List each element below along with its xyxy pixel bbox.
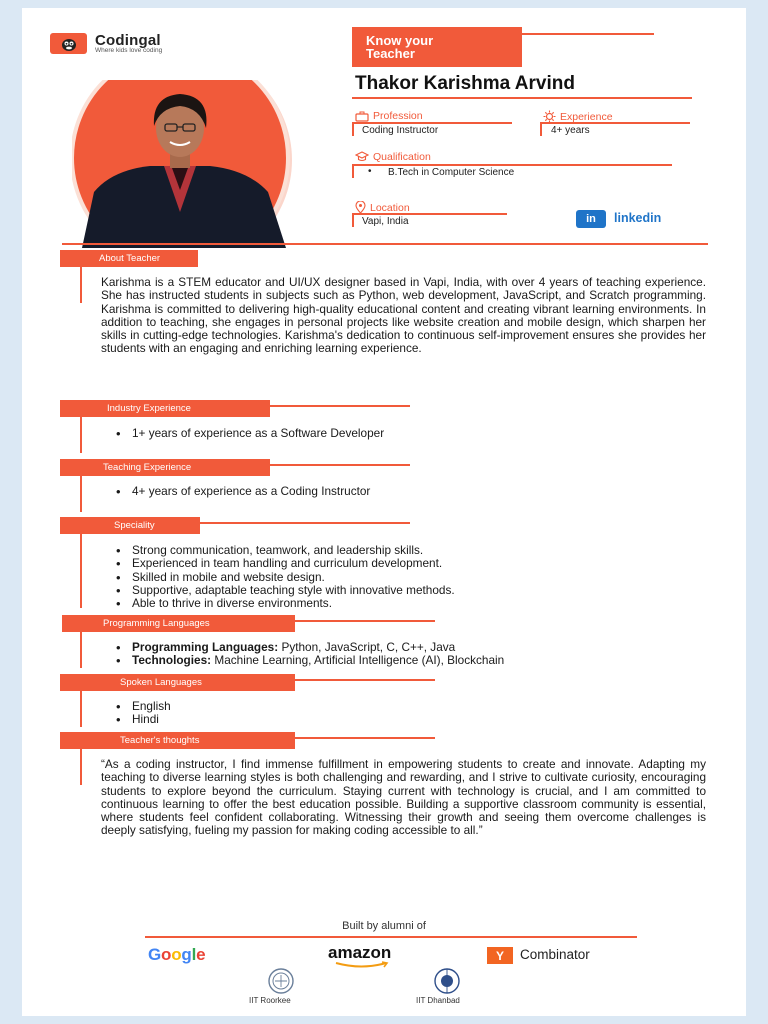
badge-text: Know your Teacher [366, 33, 434, 61]
google-wordmark: Google [148, 945, 206, 964]
speciality-tab: Speciality [60, 517, 200, 534]
divider [352, 213, 507, 215]
list-item [112, 641, 504, 654]
list-item: • Strong communication, teamwork, and leadership skills. [112, 544, 455, 557]
list-item: • Able to thrive in diverse environments. [112, 597, 455, 610]
speciality-list [112, 544, 455, 610]
iit-dhanbad-label: IIT Dhanbad [416, 996, 460, 1005]
list-item: • Experienced in team handling and curriculum development. [112, 557, 455, 570]
linkedin-link[interactable]: linkedin [614, 211, 662, 225]
divider [540, 122, 690, 124]
location-label-text: Location [370, 201, 410, 214]
list-item: • Supportive, adaptable teaching style with innovative methods. [112, 584, 455, 597]
technologies-label: Technologies: [132, 653, 212, 668]
industry-experience-list [112, 427, 384, 440]
amazon-wordmark: amazon [328, 943, 392, 962]
teachers-thoughts-text: “As a coding instructor, I find immense fulfillment in empowering students to create and innovate. Adapting my teaching to diverse learning styles is both challenging and rewarding, and I strive to cultivate curiosity, encouraging students to explore beyond the curriculum. Staying current with technology is crucial, and I am committed to continuous learning to offer the best education possible. Building a supportive classroom community is essential, where students feel confident collaborating. Witnessing their growth and seeing them overcome challenges is deeply satisfying, fueling my passion for making coding accessible to all.” [101, 757, 706, 838]
google-logo [148, 945, 205, 965]
list-item: • Hindi [112, 713, 171, 726]
programming-languages-label: Programming Languages: [132, 640, 279, 654]
brand-tagline: Where kids love coding [95, 47, 163, 54]
list-item: • Skilled in mobile and website design. [112, 571, 455, 584]
divider [295, 679, 435, 681]
divider [352, 164, 354, 178]
technologies-value: Machine Learning, Artificial Intelligence (AI), Blockchain [214, 653, 505, 668]
industry-experience-tab: Industry Experience [60, 400, 270, 417]
programming-languages-list [112, 641, 504, 668]
programming-languages-value: Python, JavaScript, C, C++, Java [281, 640, 456, 654]
brand-name: Codingal [95, 32, 161, 49]
divider [200, 522, 410, 524]
graduation-cap-icon [355, 151, 369, 163]
profession-value: Coding Instructor [362, 125, 439, 136]
know-your-teacher-badge [352, 27, 522, 67]
amazon-smile-icon [334, 961, 394, 969]
spoken-languages-tab: Spoken Languages [60, 674, 295, 691]
divider [80, 417, 82, 453]
experience-label-text: Experience [560, 110, 613, 123]
teaching-experience-tab: Teaching Experience [60, 459, 270, 476]
linkedin-icon[interactable]: in [576, 210, 606, 228]
programming-languages-tab: Programming Languages [62, 615, 295, 632]
divider [80, 691, 82, 727]
divider [80, 749, 82, 785]
divider [540, 122, 542, 136]
iit-roorkee-label: IIT Roorkee [249, 996, 291, 1005]
divider [80, 476, 82, 512]
profession-label-text: Profession [373, 110, 423, 122]
briefcase-icon [355, 111, 369, 122]
teachers-thoughts-tab: Teacher's thoughts [60, 732, 295, 749]
divider [80, 267, 82, 303]
qualification-value: B.Tech in Computer Science [388, 167, 515, 178]
built-by-alumni-title: Built by alumni of [342, 920, 426, 932]
qualification-item: • B.Tech in Computer Science [368, 166, 515, 178]
amazon-logo [328, 943, 391, 963]
qualification-label-text: Qualification [373, 151, 431, 163]
list-item: • English [112, 700, 171, 713]
divider [352, 122, 512, 124]
spoken-languages-list [112, 700, 171, 727]
experience-value: 4+ years [551, 125, 590, 136]
divider [145, 936, 637, 938]
divider [295, 620, 435, 622]
divider [80, 632, 82, 668]
profession-label [355, 110, 423, 122]
divider [270, 464, 410, 466]
codingal-logo-icon [50, 33, 87, 54]
qualification-label [355, 151, 431, 163]
about-teacher-tab: About Teacher [60, 250, 198, 267]
divider [352, 213, 354, 227]
list-item: • 4+ years of experience as a Coding Instructor [112, 485, 370, 498]
divider [295, 737, 435, 739]
divider [352, 164, 672, 166]
divider [80, 534, 82, 608]
divider [352, 122, 354, 136]
teacher-name: Thakor Karishma Arvind [355, 73, 575, 94]
ycombinator-wordmark: Combinator [520, 947, 590, 962]
about-teacher-text: Karishma is a STEM educator and UI/UX designer based in Vapi, India, with over 4 years of teaching experience. She has instructed students in subjects such as Python, web development, JavaScript, and Scratch programming. Karishma is committed to delivering high-quality educational content and creating vibrant learning environments. In addition to teaching, she engages in personal projects like website creation and mobile design, which sharpen her skills in cutting-edge technologies. Karishma's dedication to continuous self-improvement ensures she provides her students with an engaging and enriching learning experience. [101, 275, 706, 356]
teaching-experience-list [112, 485, 370, 498]
divider [352, 97, 692, 99]
divider [522, 33, 654, 35]
teacher-photo [72, 80, 304, 248]
divider [270, 405, 410, 407]
ycombinator-icon: Y [487, 947, 513, 964]
list-item [112, 654, 504, 667]
list-item: • 1+ years of experience as a Software Developer [112, 427, 384, 440]
divider [62, 243, 708, 245]
location-value: Vapi, India [362, 216, 409, 227]
